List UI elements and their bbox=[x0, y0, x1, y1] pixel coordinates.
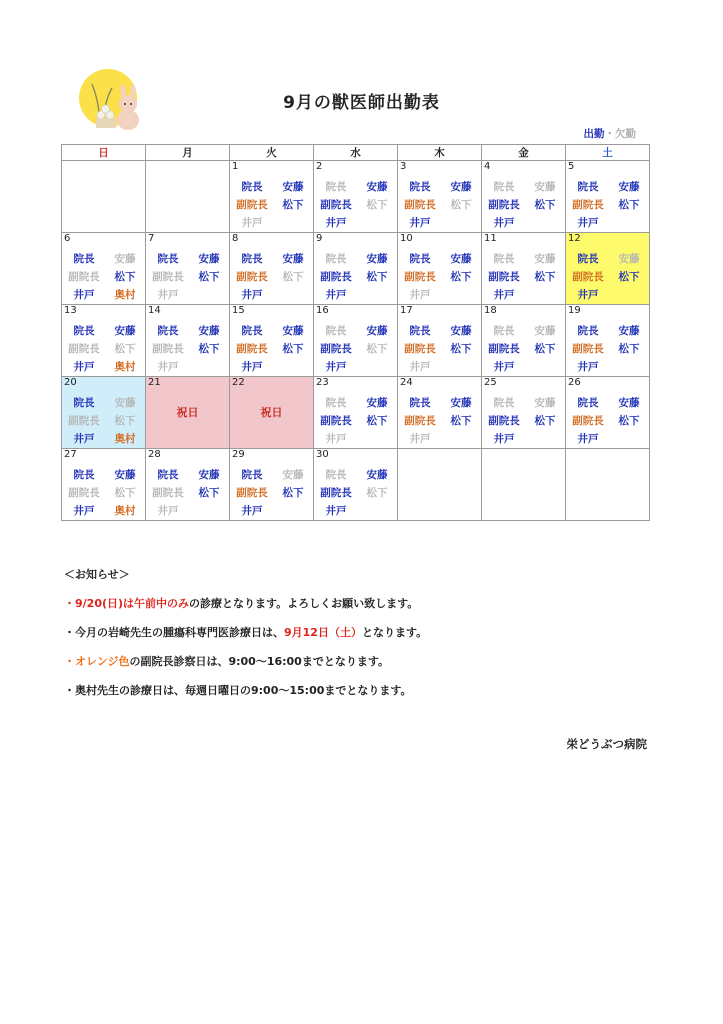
day-number: 28 bbox=[148, 449, 161, 460]
vet-matsushita: 松下 bbox=[618, 271, 640, 283]
vet-vice: 副院長 bbox=[152, 487, 184, 499]
vet-ido: 井戸 bbox=[493, 217, 515, 229]
day-number: 17 bbox=[400, 305, 413, 316]
vet-matsushita: 松下 bbox=[282, 343, 304, 355]
day-cell bbox=[314, 233, 398, 305]
vet-ando: 安藤 bbox=[618, 397, 640, 409]
vet-director: 院長 bbox=[409, 325, 431, 337]
vet-vice: 副院長 bbox=[320, 199, 352, 211]
vet-ido: 井戸 bbox=[325, 505, 347, 517]
vet-director: 院長 bbox=[325, 325, 347, 337]
vet-ando: 安藤 bbox=[450, 397, 472, 409]
vet-vice: 副院長 bbox=[320, 487, 352, 499]
day-number: 27 bbox=[64, 449, 77, 460]
vet-ido: 井戸 bbox=[409, 433, 431, 445]
legend-present: 出勤 bbox=[583, 128, 605, 140]
attendance-legend bbox=[584, 126, 637, 141]
day-number: 5 bbox=[568, 161, 575, 172]
day-cell bbox=[566, 233, 650, 305]
notice-1-bullet: ・ bbox=[64, 597, 75, 610]
page-title: 9月の獣医師出勤表 bbox=[283, 93, 440, 113]
notice-header: ＜お知らせ＞ bbox=[64, 568, 130, 581]
vet-roster bbox=[314, 466, 397, 520]
weekday-header: 金 bbox=[482, 145, 566, 161]
day-number: 29 bbox=[232, 449, 245, 460]
vet-ido: 井戸 bbox=[73, 289, 95, 301]
vet-matsushita: 松下 bbox=[366, 487, 388, 499]
vet-okumura bbox=[442, 430, 480, 448]
vet-okumura bbox=[442, 286, 480, 304]
vet-ando: 安藤 bbox=[114, 397, 136, 409]
notice-3-bullet: ・ bbox=[64, 655, 75, 668]
vet-ando: 安藤 bbox=[282, 181, 304, 193]
day-cell bbox=[482, 377, 566, 449]
vet-matsushita: 松下 bbox=[114, 271, 136, 283]
vet-matsushita: 松下 bbox=[366, 343, 388, 355]
day-number: 11 bbox=[484, 233, 497, 244]
vet-roster bbox=[314, 250, 397, 304]
vet-vice: 副院長 bbox=[572, 199, 604, 211]
vet-roster bbox=[62, 466, 145, 520]
vet-ido: 井戸 bbox=[325, 433, 347, 445]
day-number: 24 bbox=[400, 377, 413, 388]
day-cell bbox=[566, 305, 650, 377]
hospital-name: 栄どうぶつ病院 bbox=[566, 737, 647, 751]
vet-ido: 井戸 bbox=[157, 505, 179, 517]
day-cell bbox=[146, 377, 230, 449]
day-number: 6 bbox=[64, 233, 71, 244]
vet-ido: 井戸 bbox=[409, 361, 431, 373]
vet-director: 院長 bbox=[325, 469, 347, 481]
vet-vice: 副院長 bbox=[152, 343, 184, 355]
vet-ando: 安藤 bbox=[114, 469, 136, 481]
vet-roster bbox=[314, 394, 397, 448]
vet-director: 院長 bbox=[325, 253, 347, 265]
vet-matsushita: 松下 bbox=[366, 271, 388, 283]
vet-roster bbox=[566, 250, 649, 304]
vet-okumura bbox=[610, 430, 648, 448]
vet-matsushita: 松下 bbox=[366, 199, 388, 211]
day-number: 30 bbox=[316, 449, 329, 460]
vet-roster bbox=[566, 322, 649, 376]
vet-director: 院長 bbox=[325, 397, 347, 409]
vet-roster bbox=[398, 322, 481, 376]
vet-roster bbox=[482, 394, 565, 448]
vet-ando: 安藤 bbox=[618, 181, 640, 193]
calendar-week-row bbox=[62, 233, 650, 305]
vet-matsushita: 松下 bbox=[450, 415, 472, 427]
vet-ando: 安藤 bbox=[198, 253, 220, 265]
day-number: 10 bbox=[400, 233, 413, 244]
attendance-calendar bbox=[61, 144, 650, 521]
vet-ando: 安藤 bbox=[534, 181, 556, 193]
vet-roster bbox=[482, 322, 565, 376]
vet-matsushita: 松下 bbox=[534, 415, 556, 427]
vet-roster bbox=[398, 394, 481, 448]
day-number: 19 bbox=[568, 305, 581, 316]
vet-vice: 副院長 bbox=[404, 271, 436, 283]
day-cell bbox=[230, 449, 314, 521]
vet-vice: 副院長 bbox=[320, 271, 352, 283]
day-cell bbox=[314, 161, 398, 233]
vet-ando: 安藤 bbox=[618, 325, 640, 337]
vet-ido: 井戸 bbox=[325, 217, 347, 229]
vet-director: 院長 bbox=[409, 253, 431, 265]
vet-matsushita: 松下 bbox=[198, 487, 220, 499]
vet-director: 院長 bbox=[73, 397, 95, 409]
vet-roster bbox=[230, 322, 313, 376]
vet-ando: 安藤 bbox=[366, 325, 388, 337]
vet-matsushita: 松下 bbox=[450, 271, 472, 283]
vet-ido: 井戸 bbox=[157, 289, 179, 301]
weekday-header: 火 bbox=[230, 145, 314, 161]
vet-matsushita: 松下 bbox=[114, 415, 136, 427]
vet-ando: 安藤 bbox=[114, 325, 136, 337]
vet-director: 院長 bbox=[73, 325, 95, 337]
day-cell bbox=[230, 305, 314, 377]
vet-ando: 安藤 bbox=[198, 325, 220, 337]
day-number: 20 bbox=[64, 377, 77, 388]
vet-okumura bbox=[274, 358, 312, 376]
vet-okumura bbox=[358, 502, 396, 520]
vet-okumura: 奥村 bbox=[114, 361, 136, 373]
vet-vice: 副院長 bbox=[488, 199, 520, 211]
vet-roster bbox=[398, 178, 481, 232]
vet-okumura bbox=[190, 358, 228, 376]
vet-director: 院長 bbox=[157, 469, 179, 481]
day-cell bbox=[314, 305, 398, 377]
vet-matsushita: 松下 bbox=[450, 343, 472, 355]
vet-roster bbox=[146, 250, 229, 304]
vet-okumura: 奥村 bbox=[114, 433, 136, 445]
day-cell bbox=[62, 233, 146, 305]
vet-matsushita: 松下 bbox=[618, 199, 640, 211]
vet-ido: 井戸 bbox=[73, 433, 95, 445]
day-cell bbox=[62, 449, 146, 521]
vet-vice: 副院長 bbox=[236, 343, 268, 355]
vet-director: 院長 bbox=[241, 181, 263, 193]
vet-ando: 安藤 bbox=[114, 253, 136, 265]
legend-absent: 欠勤 bbox=[615, 128, 636, 140]
vet-vice: 副院長 bbox=[68, 487, 100, 499]
vet-ido: 井戸 bbox=[157, 361, 179, 373]
day-cell bbox=[482, 233, 566, 305]
vet-vice: 副院長 bbox=[572, 271, 604, 283]
vet-roster bbox=[566, 394, 649, 448]
notice-2-highlight: 9月12日（土） bbox=[284, 626, 362, 639]
vet-okumura bbox=[358, 358, 396, 376]
vet-ido: 井戸 bbox=[241, 217, 263, 229]
vet-director: 院長 bbox=[577, 253, 599, 265]
day-cell bbox=[230, 377, 314, 449]
vet-matsushita: 松下 bbox=[534, 199, 556, 211]
vet-okumura bbox=[274, 286, 312, 304]
weekday-header: 月 bbox=[146, 145, 230, 161]
day-cell bbox=[566, 161, 650, 233]
day-number: 2 bbox=[316, 161, 323, 172]
day-number: 25 bbox=[484, 377, 497, 388]
vet-roster bbox=[62, 250, 145, 304]
calendar-week-row bbox=[62, 377, 650, 449]
vet-ido: 井戸 bbox=[577, 289, 599, 301]
holiday-label: 祝日 bbox=[176, 406, 199, 419]
vet-vice: 副院長 bbox=[236, 487, 268, 499]
vet-okumura bbox=[358, 430, 396, 448]
empty-cell bbox=[482, 449, 566, 521]
vet-roster bbox=[230, 466, 313, 520]
weekday-header: 日 bbox=[62, 145, 146, 161]
blank-day-cell bbox=[146, 161, 230, 233]
vet-matsushita: 松下 bbox=[282, 199, 304, 211]
vet-ido: 井戸 bbox=[241, 505, 263, 517]
vet-director: 院長 bbox=[493, 325, 515, 337]
day-number: 21 bbox=[148, 377, 161, 388]
day-cell bbox=[62, 305, 146, 377]
vet-roster bbox=[62, 322, 145, 376]
day-cell bbox=[146, 305, 230, 377]
vet-okumura bbox=[358, 214, 396, 232]
vet-okumura bbox=[610, 214, 648, 232]
vet-ando: 安藤 bbox=[450, 325, 472, 337]
vet-vice: 副院長 bbox=[236, 271, 268, 283]
vet-ando: 安藤 bbox=[366, 397, 388, 409]
vet-ido: 井戸 bbox=[577, 433, 599, 445]
vet-roster bbox=[146, 466, 229, 520]
vet-roster bbox=[62, 394, 145, 448]
day-cell bbox=[314, 449, 398, 521]
vet-ido: 井戸 bbox=[409, 217, 431, 229]
vet-roster bbox=[314, 322, 397, 376]
vet-director: 院長 bbox=[241, 469, 263, 481]
notice-1-text: の診療となります。よろしくお願い致します。 bbox=[189, 597, 419, 610]
vet-ando: 安藤 bbox=[282, 325, 304, 337]
vet-director: 院長 bbox=[577, 181, 599, 193]
vet-roster bbox=[146, 322, 229, 376]
vet-ando: 安藤 bbox=[534, 253, 556, 265]
vet-okumura bbox=[274, 214, 312, 232]
vet-matsushita: 松下 bbox=[534, 271, 556, 283]
notice-section bbox=[64, 566, 427, 712]
calendar-week-row bbox=[62, 305, 650, 377]
day-cell bbox=[146, 449, 230, 521]
vet-ido: 井戸 bbox=[241, 361, 263, 373]
vet-vice: 副院長 bbox=[404, 343, 436, 355]
notice-3-text: の副院長診察日は、9:00～16:00までとなります。 bbox=[129, 655, 389, 668]
day-cell bbox=[398, 377, 482, 449]
vet-vice: 副院長 bbox=[320, 343, 352, 355]
vet-vice: 副院長 bbox=[152, 271, 184, 283]
notice-2-tail: となります。 bbox=[361, 626, 428, 639]
vet-director: 院長 bbox=[493, 181, 515, 193]
vet-roster bbox=[482, 250, 565, 304]
notice-1-highlight: 9/20(日)は午前中のみ bbox=[75, 597, 190, 610]
vet-matsushita: 松下 bbox=[282, 487, 304, 499]
vet-okumura bbox=[190, 502, 228, 520]
vet-matsushita: 松下 bbox=[282, 271, 304, 283]
vet-roster bbox=[566, 178, 649, 232]
empty-cell bbox=[566, 449, 650, 521]
vet-matsushita: 松下 bbox=[114, 343, 136, 355]
day-cell bbox=[230, 161, 314, 233]
vet-okumura bbox=[274, 502, 312, 520]
vet-roster bbox=[230, 250, 313, 304]
weekday-header: 水 bbox=[314, 145, 398, 161]
day-number: 18 bbox=[484, 305, 497, 316]
vet-okumura bbox=[442, 214, 480, 232]
vet-director: 院長 bbox=[409, 397, 431, 409]
legend-separator: ・ bbox=[604, 128, 615, 140]
calendar-week-row bbox=[62, 161, 650, 233]
day-cell bbox=[314, 377, 398, 449]
vet-roster bbox=[230, 178, 313, 232]
empty-cell bbox=[398, 449, 482, 521]
notice-3-highlight: オレンジ色 bbox=[75, 655, 130, 668]
vet-roster bbox=[314, 178, 397, 232]
vet-ido: 井戸 bbox=[325, 289, 347, 301]
vet-director: 院長 bbox=[325, 181, 347, 193]
vet-matsushita: 松下 bbox=[618, 415, 640, 427]
vet-ido: 井戸 bbox=[73, 361, 95, 373]
day-number: 12 bbox=[568, 233, 581, 244]
vet-director: 院長 bbox=[577, 397, 599, 409]
vet-director: 院長 bbox=[73, 253, 95, 265]
day-number: 16 bbox=[316, 305, 329, 316]
vet-director: 院長 bbox=[241, 325, 263, 337]
vet-ando: 安藤 bbox=[534, 325, 556, 337]
day-number: 14 bbox=[148, 305, 161, 316]
vet-vice: 副院長 bbox=[488, 343, 520, 355]
vet-okumura bbox=[358, 286, 396, 304]
vet-ido: 井戸 bbox=[577, 361, 599, 373]
weekday-header: 木 bbox=[398, 145, 482, 161]
vet-director: 院長 bbox=[577, 325, 599, 337]
vet-ido: 井戸 bbox=[493, 361, 515, 373]
vet-ando: 安藤 bbox=[450, 253, 472, 265]
vet-ido: 井戸 bbox=[493, 433, 515, 445]
vet-ido: 井戸 bbox=[577, 217, 599, 229]
vet-okumura bbox=[610, 358, 648, 376]
weekday-header-row bbox=[62, 145, 650, 161]
vet-matsushita: 松下 bbox=[534, 343, 556, 355]
day-cell bbox=[482, 161, 566, 233]
vet-vice: 副院長 bbox=[404, 415, 436, 427]
vet-ando: 安藤 bbox=[450, 181, 472, 193]
vet-director: 院長 bbox=[157, 325, 179, 337]
vet-vice: 副院長 bbox=[68, 271, 100, 283]
vet-vice: 副院長 bbox=[488, 271, 520, 283]
day-number: 8 bbox=[232, 233, 239, 244]
vet-ando: 安藤 bbox=[366, 181, 388, 193]
vet-director: 院長 bbox=[493, 253, 515, 265]
day-number: 26 bbox=[568, 377, 581, 388]
vet-vice: 副院長 bbox=[404, 199, 436, 211]
vet-vice: 副院長 bbox=[572, 343, 604, 355]
vet-ido: 井戸 bbox=[409, 289, 431, 301]
vet-matsushita: 松下 bbox=[618, 343, 640, 355]
day-number: 9 bbox=[316, 233, 323, 244]
vet-ido: 井戸 bbox=[325, 361, 347, 373]
calendar-week-row bbox=[62, 449, 650, 521]
holiday-label: 祝日 bbox=[260, 406, 283, 419]
notice-line-1 bbox=[64, 596, 427, 612]
vet-ido: 井戸 bbox=[493, 289, 515, 301]
vet-vice: 副院長 bbox=[236, 199, 268, 211]
day-number: 3 bbox=[400, 161, 407, 172]
notice-line-3 bbox=[64, 654, 427, 670]
notice-line-4: ・奥村先生の診療日は、毎週日曜日の9:00～15:00までとなります。 bbox=[64, 684, 412, 697]
vet-director: 院長 bbox=[157, 253, 179, 265]
vet-vice: 副院長 bbox=[68, 415, 100, 427]
day-number: 22 bbox=[232, 377, 245, 388]
vet-director: 院長 bbox=[409, 181, 431, 193]
day-cell bbox=[482, 305, 566, 377]
vet-roster bbox=[482, 178, 565, 232]
vet-matsushita: 松下 bbox=[198, 271, 220, 283]
vet-director: 院長 bbox=[73, 469, 95, 481]
day-cell bbox=[230, 233, 314, 305]
day-cell bbox=[146, 233, 230, 305]
vet-ando: 安藤 bbox=[198, 469, 220, 481]
day-number: 4 bbox=[484, 161, 491, 172]
day-cell bbox=[62, 377, 146, 449]
vet-vice: 副院長 bbox=[68, 343, 100, 355]
vet-ando: 安藤 bbox=[366, 469, 388, 481]
day-cell bbox=[566, 377, 650, 449]
day-number: 13 bbox=[64, 305, 77, 316]
day-cell bbox=[398, 305, 482, 377]
day-number: 7 bbox=[148, 233, 155, 244]
vet-ando: 安藤 bbox=[618, 253, 640, 265]
vet-okumura bbox=[526, 430, 564, 448]
vet-ido: 井戸 bbox=[241, 289, 263, 301]
notice-2-text: ・今月の岩崎先生の腫瘍科専門医診療日は、 bbox=[64, 626, 284, 639]
day-number: 1 bbox=[232, 161, 239, 172]
vet-okumura bbox=[526, 214, 564, 232]
vet-okumura bbox=[526, 286, 564, 304]
day-cell bbox=[398, 161, 482, 233]
vet-ando: 安藤 bbox=[366, 253, 388, 265]
vet-matsushita: 松下 bbox=[450, 199, 472, 211]
notice-line-2 bbox=[64, 625, 427, 641]
vet-vice: 副院長 bbox=[488, 415, 520, 427]
vet-matsushita: 松下 bbox=[198, 343, 220, 355]
vet-okumura bbox=[442, 358, 480, 376]
blank-day-cell bbox=[62, 161, 146, 233]
day-cell bbox=[398, 233, 482, 305]
vet-ando: 安藤 bbox=[534, 397, 556, 409]
vet-vice: 副院長 bbox=[572, 415, 604, 427]
day-number: 23 bbox=[316, 377, 329, 388]
vet-ando: 安藤 bbox=[282, 469, 304, 481]
vet-matsushita: 松下 bbox=[114, 487, 136, 499]
vet-ando: 安藤 bbox=[282, 253, 304, 265]
vet-director: 院長 bbox=[241, 253, 263, 265]
weekday-header: 土 bbox=[566, 145, 650, 161]
vet-okumura bbox=[190, 286, 228, 304]
vet-matsushita: 松下 bbox=[366, 415, 388, 427]
vet-vice: 副院長 bbox=[320, 415, 352, 427]
vet-okumura: 奥村 bbox=[114, 505, 136, 517]
vet-okumura bbox=[610, 286, 648, 304]
vet-okumura: 奥村 bbox=[114, 289, 136, 301]
vet-director: 院長 bbox=[493, 397, 515, 409]
vet-okumura bbox=[526, 358, 564, 376]
vet-ido: 井戸 bbox=[73, 505, 95, 517]
day-number: 15 bbox=[232, 305, 245, 316]
vet-roster bbox=[398, 250, 481, 304]
